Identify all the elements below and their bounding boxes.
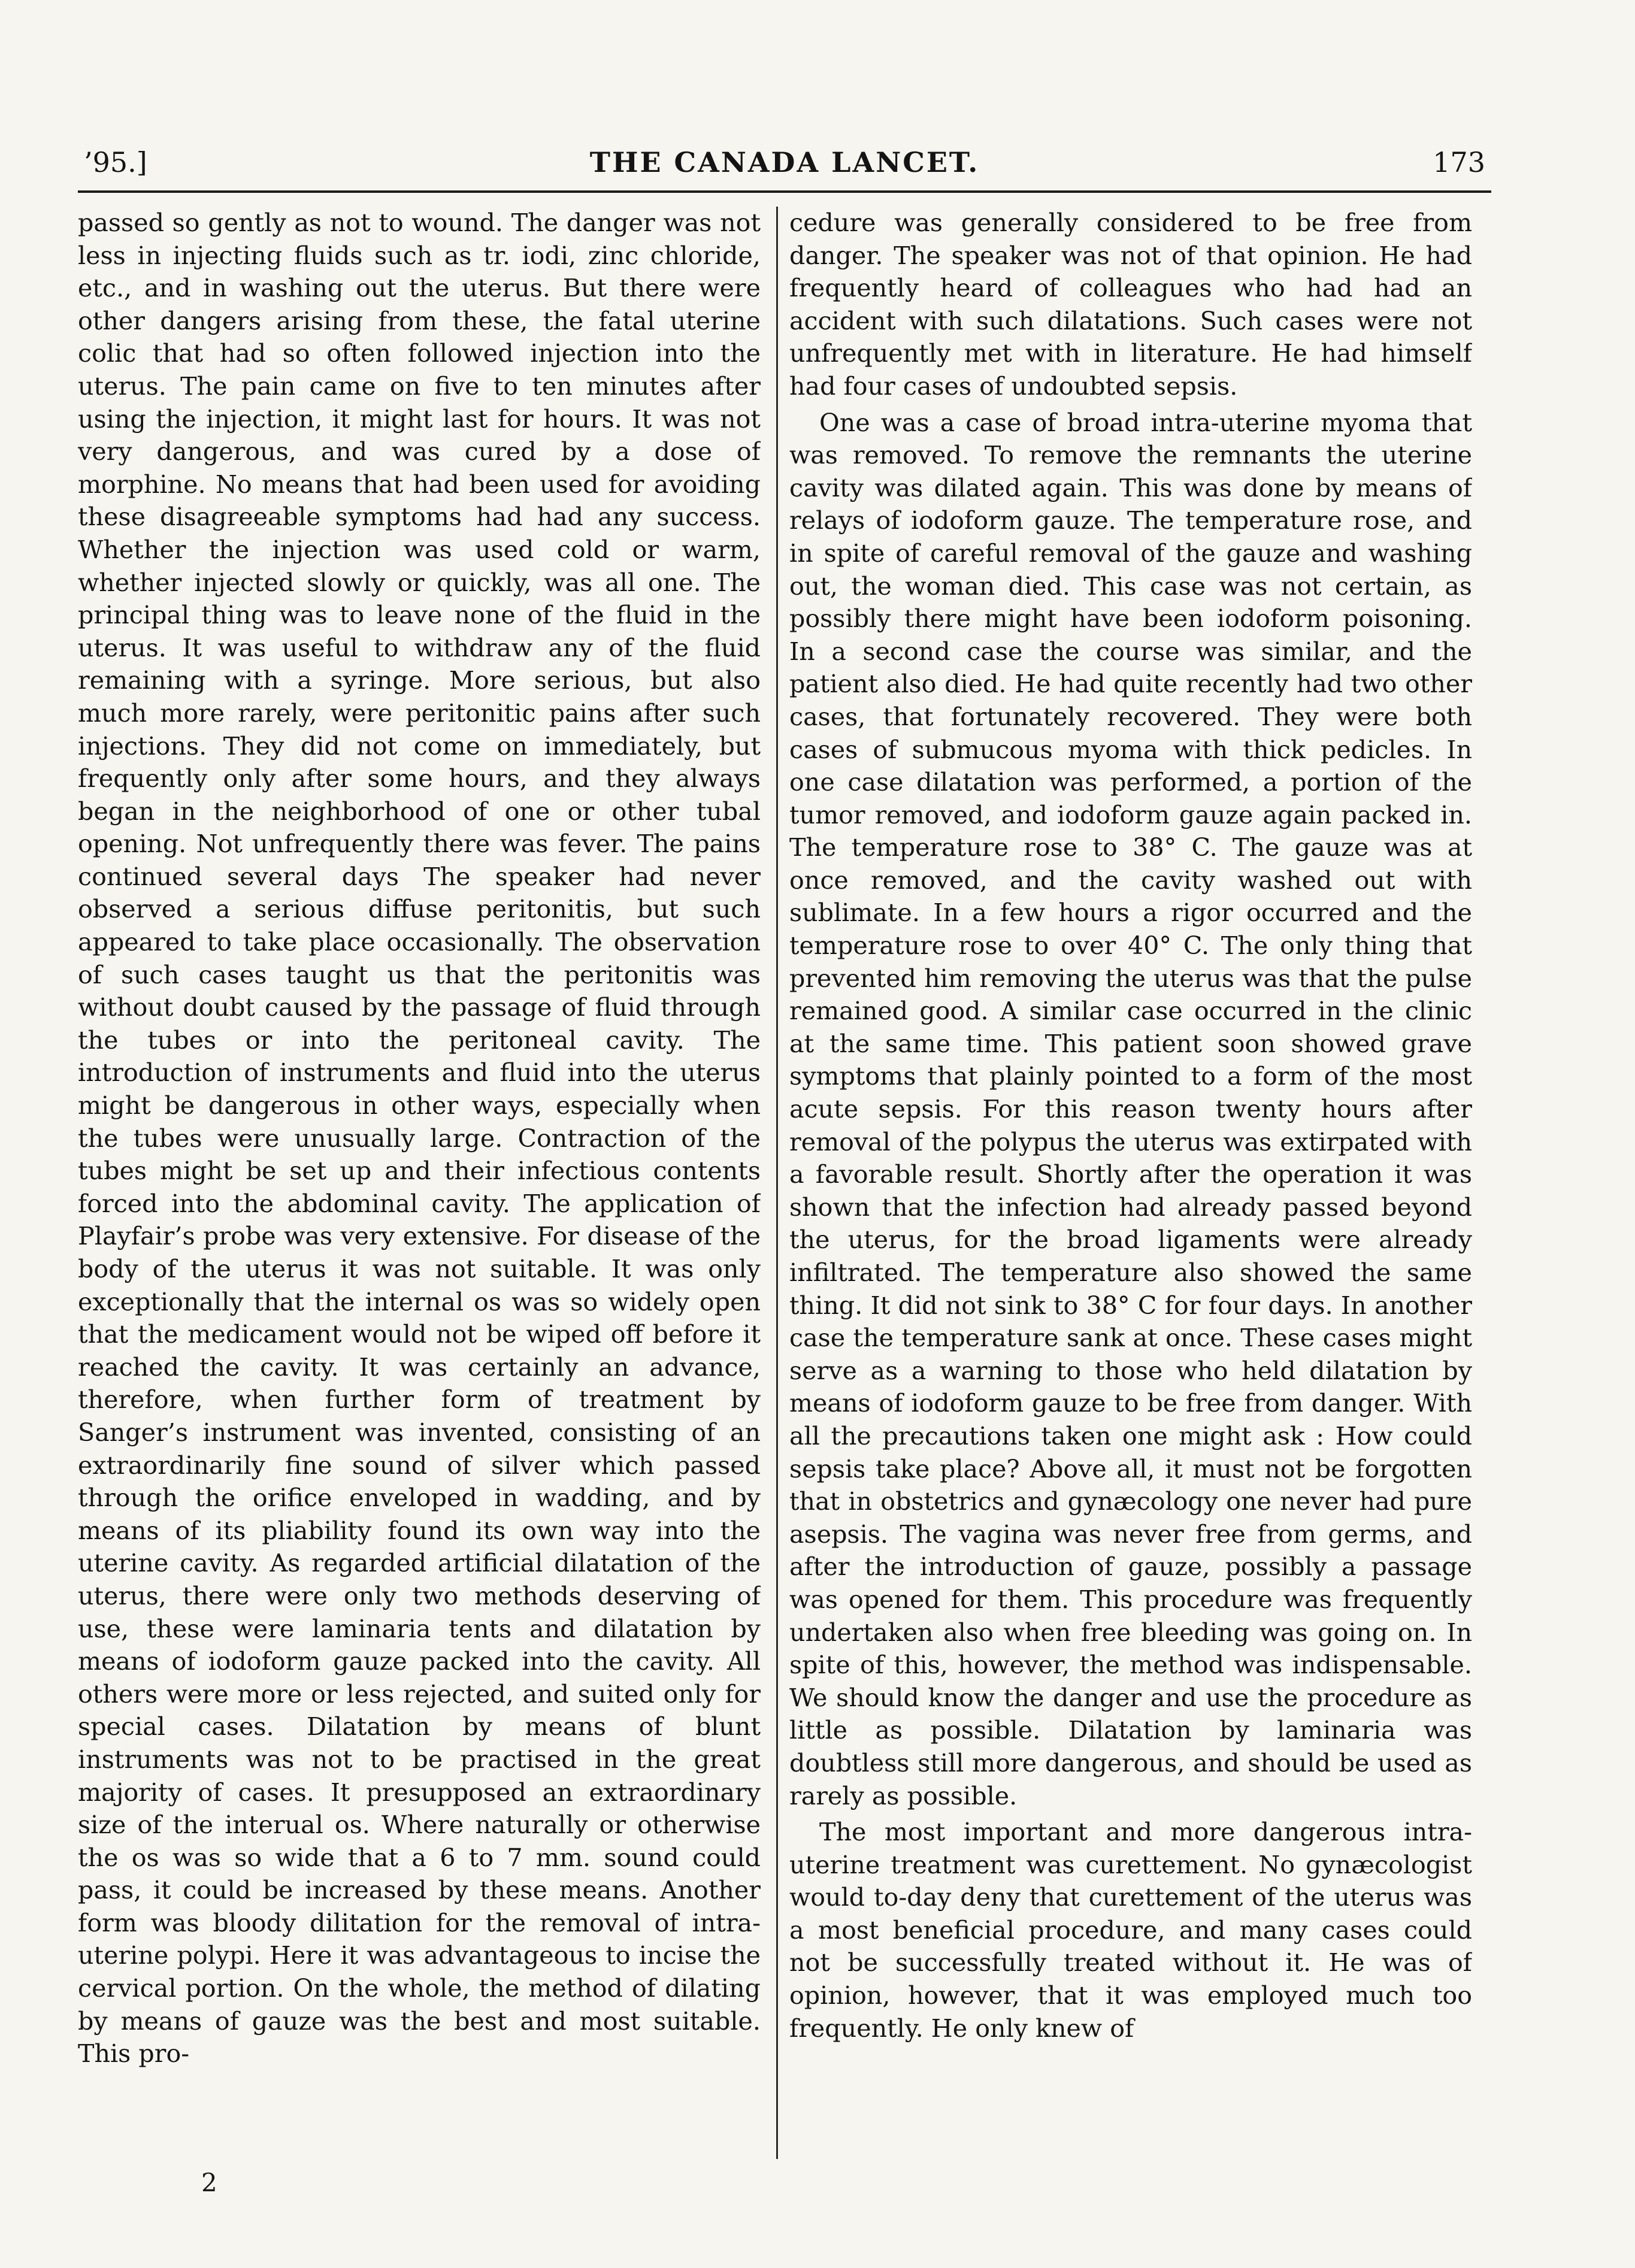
- header-year: ’95.]: [84, 146, 147, 178]
- journal-title: THE CANADA LANCET.: [589, 146, 980, 178]
- right-column: [789, 207, 1472, 2117]
- right-paragraph-1: cedure was generally considered to be free from danger. The speaker was not of that opinion. He had frequently heard of colleagues who had had an accident with such dilatations. Such cases were not unfrequently met with in literature. He had himself had four cases of undoubted sepsis.: [789, 208, 1472, 401]
- signature-mark: 2: [201, 2168, 217, 2197]
- header-rule: [78, 190, 1491, 193]
- page-number: 173: [1433, 146, 1485, 178]
- column-divider: [776, 207, 778, 2159]
- right-paragraph-3: The most important and more dangerous intra-uterine treatment was curettement. No gynæcologist would to-day deny that curettement of the uterus was a most beneficial procedure, and many cases could not be successfully treated without it. He was of opinion, however, that it was employed much too frequently. He only knew of: [789, 1818, 1472, 2043]
- right-paragraph-2: One was a case of broad intra-uterine myoma that was removed. To remove the remnants the uterine cavity was dilated again. This was done by means of relays of iodoform gauze. The temperature rose, and in spite of careful removal of the gauze and washing out, the woman died. This case was not certain, as possibly there might have been iodoform poisoning. In a second case the course was similar, and the patient also died. He had quite recently had two other cases, that fortunately recovered. They were both cases of submucous myoma with thick pedicles. In one case dilatation was performed, a portion of the tumor removed, and iodoform gauze again packed in. The temperature rose to 38° C. The gauze was at once removed, and the cavity washed out with sublimate. In a few hours a rigor occurred and the temperature rose to over 40° C. The only thing that prevented him removing the uterus was that the pulse remained good. A similar case occurred in the clinic at the same time. This patient soon showed grave symptoms that plainly pointed to a form of the most acute sepsis. For this reason twenty hours after removal of the polypus the uterus was extirpated with a favorable result. Shortly after the operation it was shown that the infection had already passed beyond the uterus, for the broad ligaments were already infiltrated. The temperature also showed the same thing. It did not sink to 38° C for four days. In another case the temperature sank at once. These cases might serve as a warning to those who held dilatation by means of iodoform gauze to be free from danger. With all the precautions taken one might ask : How could sepsis take place? Above all, it must not be forgotten that in obstetrics and gynæcology one never had pure asepsis. The vagina was never free from germs, and after the introduction of gauze, possibly a passage was opened for them. This procedure was frequently undertaken also when free bleeding was going on. In spite of this, however, the method was indispensable. We should know the danger and use the procedure as little as possible. Dilatation by laminaria was doubtless still more dangerous, and should be used as rarely as possible.: [789, 408, 1472, 1810]
- left-column: [78, 207, 761, 2117]
- running-header: [84, 141, 1485, 183]
- left-paragraph-1: passed so gently as not to wound. The danger was not less in injecting fluids such as tr. iodi, zinc chloride, etc., and in washing out the uterus. But there were other dangers arising from these, the fatal uterine colic that had so often followed injection into the uterus. The pain came on five to ten minutes after using the injection, it might last for hours. It was not very dangerous, and was cured by a dose of morphine. No means that had been used for avoiding these disagreeable symptoms had had any success. Whether the injection was used cold or warm, whether injected slowly or quickly, was all one. The principal thing was to leave none of the fluid in the uterus. It was useful to withdraw any of the fluid remaining with a syringe. More serious, but also much more rarely, were peritonitic pains after such injections. They did not come on immediately, but frequently only after some hours, and they always began in the neighborhood of one or other tubal opening. Not unfrequently there was fever. The pains continued several days The speaker had never observed a serious diffuse peritonitis, but such appeared to take place occasionally. The observation of such cases taught us that the peritonitis was without doubt caused by the passage of fluid through the tubes or into the peritoneal cavity. The introduction of instruments and fluid into the uterus might be dangerous in other ways, especially when the tubes were unusually large. Contraction of the tubes might be set up and their infectious contents forced into the abdominal cavity. The application of Playfair’s probe was very extensive. For disease of the body of the uterus it was not suitable. It was only exceptionally that the internal os was so widely open that the medicament would not be wiped off before it reached the cavity. It was certainly an advance, therefore, when further form of treatment by Sanger’s instrument was invented, consisting of an extraordinarily fine sound of silver which passed through the orifice enveloped in wadding, and by means of its pliability found its own way into the uterine cavity. As regarded artificial dilatation of the uterus, there were only two methods deserving of use, these were laminaria tents and dilatation by means of iodoform gauze packed into the cavity. All others were more or less rejected, and suited only for special cases. Dilatation by means of blunt instruments was not to be practised in the great majority of cases. It presupposed an extraordinary size of the interual os. Where naturally or otherwise the os was so wide that a 6 to 7 mm. sound could pass, it could be increased by these means. Another form was bloody dilitation for the removal of intra-uterine polypi. Here it was advantageous to incise the cervical portion. On the whole, the method of dilating by means of gauze was the best and most suitable. This pro-: [78, 208, 761, 2069]
